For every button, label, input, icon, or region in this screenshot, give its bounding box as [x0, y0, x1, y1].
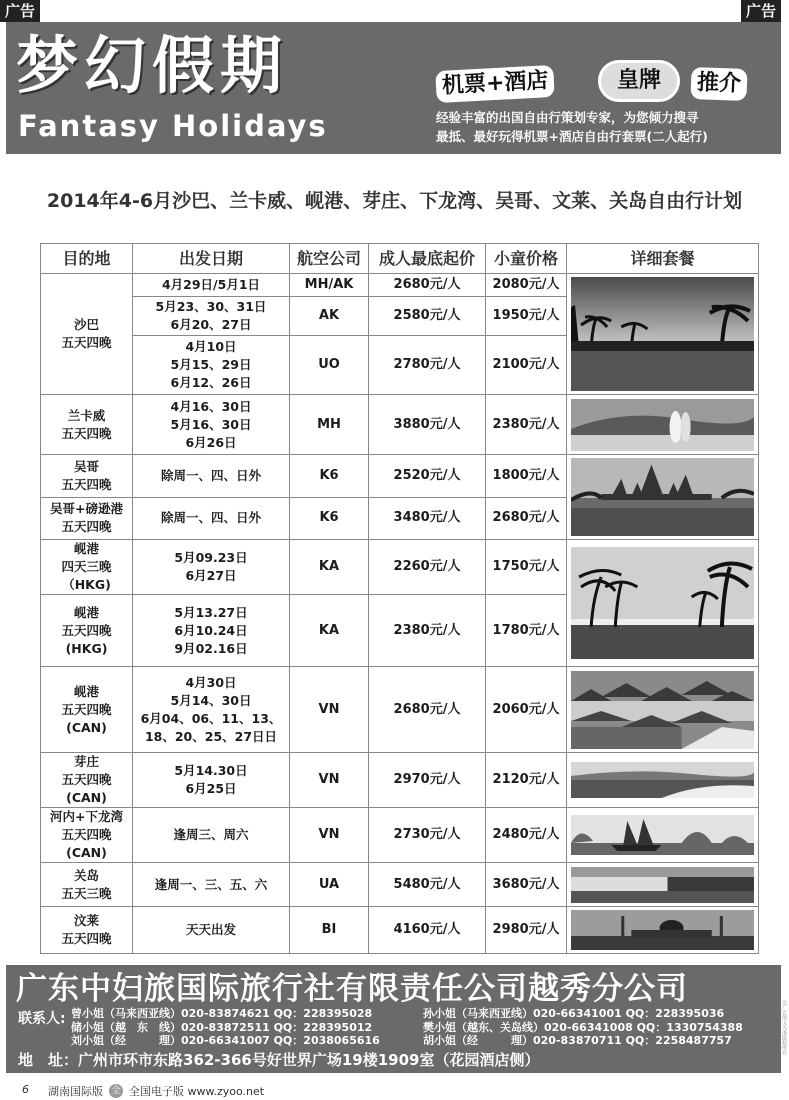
destination-name: 吴哥+磅逊港 — [50, 501, 123, 517]
date-line: 4月10日 — [185, 338, 237, 354]
airline-cell: AK — [290, 296, 369, 335]
date-line: 5月14.30日 — [174, 763, 248, 778]
date-line: 4月16、30日 — [170, 398, 252, 414]
slogan-main: 机票+酒店 — [435, 65, 555, 103]
title-chinese: 梦幻假期 — [16, 29, 289, 102]
magazine-logo-icon: 全 — [109, 1084, 123, 1098]
ad-tag-right: 广告 — [741, 0, 781, 22]
adult-price-cell: 2260元/人 — [369, 540, 486, 595]
date-cell — [133, 455, 290, 498]
contact-entry: 储小姐（越 东 线）020-83872511 QQ：228395012 — [71, 1020, 373, 1034]
child-price-cell: 1750元/人 — [486, 540, 567, 595]
photo-nhatrang-bay — [567, 753, 759, 808]
date-cell — [133, 808, 290, 863]
destination-name: 沙巴 — [73, 317, 99, 332]
adult-price-cell: 5480元/人 — [369, 863, 486, 907]
date-line: 除周一、四、日外 — [160, 510, 261, 526]
header-child-price: 小童价格 — [486, 244, 567, 274]
date-cell — [133, 667, 290, 753]
destination-name: 岘港 — [73, 604, 99, 620]
destination-duration: 五天四晚 — [61, 519, 112, 535]
header-destination: 目的地 — [41, 244, 133, 274]
date-line: 逢周一、三、五、六 — [154, 876, 268, 892]
date-line: 天天出发 — [185, 922, 236, 937]
photo-danang-pool — [567, 540, 759, 667]
destination-cell — [41, 667, 133, 753]
photo-angkor-wat — [567, 455, 759, 540]
destination-cell — [41, 497, 133, 540]
date-cell — [133, 907, 290, 954]
destination-cell — [41, 540, 133, 595]
date-line: 9月02.16日 — [174, 640, 248, 656]
date-line: 6月10.24日 — [174, 622, 248, 638]
date-line: 5月16、30日 — [170, 416, 252, 432]
airline-cell: UO — [290, 335, 369, 395]
slogan-badge: 皇牌 — [598, 60, 680, 102]
destination-duration: 五天四晚(CAN) — [61, 772, 112, 805]
airline-cell: MH — [290, 395, 369, 455]
side-note: 以广告图文为准版权所有 — [781, 1000, 787, 1055]
adult-price-cell: 2780元/人 — [369, 335, 486, 395]
date-line: 6月26日 — [185, 434, 237, 450]
date-line: 5月14、30日 — [170, 692, 252, 708]
table-row — [41, 274, 759, 297]
destination-duration: 五天四晚(CAN) — [61, 827, 112, 860]
destination-cell — [41, 753, 133, 808]
destination-duration: 五天四晚 — [61, 931, 112, 946]
photo-halong-junk — [567, 808, 759, 863]
table-row — [41, 667, 759, 753]
adult-price-cell: 2680元/人 — [369, 274, 486, 297]
date-line: 5月23、30、31日 — [155, 298, 267, 314]
adult-price-cell: 4160元/人 — [369, 907, 486, 954]
page-number: 6 — [22, 1083, 29, 1096]
ad-tag-left: 广告 — [0, 0, 40, 22]
table-row — [41, 455, 759, 498]
child-price-cell: 2120元/人 — [486, 753, 567, 808]
date-cell — [133, 540, 290, 595]
child-price-cell: 2480元/人 — [486, 808, 567, 863]
contact-entry: 曾小姐（马来西亚线）020-83874621 QQ：228395028 — [71, 1007, 373, 1020]
date-line: 5月15、29日 — [170, 356, 252, 372]
date-cell — [133, 497, 290, 540]
adult-price-cell: 2970元/人 — [369, 753, 486, 808]
destination-cell — [41, 863, 133, 907]
table-row — [41, 907, 759, 954]
airline-cell: KA — [290, 540, 369, 595]
date-cell — [133, 863, 290, 907]
child-price-cell: 2100元/人 — [486, 335, 567, 395]
contact-list — [71, 1007, 781, 1048]
destination-cell — [41, 907, 133, 954]
destination-name: 岘港 — [73, 541, 99, 556]
airline-cell: MH/AK — [290, 274, 369, 297]
plan-title: 2014年4-6月沙巴、兰卡威、岘港、芽庄、下龙湾、吴哥、文莱、关岛自由行计划 — [46, 190, 743, 212]
contact-row — [71, 1007, 781, 1021]
table-row — [41, 808, 759, 863]
destination-duration: 五天四晚(HKG) — [61, 622, 112, 656]
destination-duration: 五天三晚 — [61, 885, 112, 901]
contact-entry: 刘小姐（经 理）020-66341007 QQ：2038065616 — [71, 1034, 380, 1047]
photo-langkawi-couple — [567, 395, 759, 455]
title-english: Fantasy Holidays — [18, 109, 328, 143]
header-package: 详细套餐 — [567, 244, 759, 274]
destination-duration: 五天四晚 — [61, 425, 112, 441]
airline-cell: UA — [290, 863, 369, 907]
destination-cell — [41, 455, 133, 498]
edition-label: 湖南国际版 — [48, 1085, 103, 1098]
child-price-cell: 2380元/人 — [486, 395, 567, 455]
contact-entry: 樊小姐（越东、关岛线）020-66341008 QQ：1330754388 — [423, 1020, 743, 1034]
destination-duration: 五天四晚 — [61, 476, 112, 492]
airline-cell: BI — [290, 907, 369, 954]
date-line: 18、20、25、27日日 — [144, 728, 278, 744]
company-banner — [6, 965, 781, 1073]
date-line: 4月30日 — [185, 674, 237, 690]
date-cell — [133, 274, 290, 297]
child-price-cell: 2980元/人 — [486, 907, 567, 954]
destination-name: 岘港 — [73, 683, 99, 699]
destination-cell — [41, 274, 133, 395]
date-line: 6月25日 — [185, 781, 237, 796]
date-cell — [133, 753, 290, 808]
date-line: 5月13.27日 — [174, 604, 248, 620]
airline-cell: VN — [290, 808, 369, 863]
table-row — [41, 863, 759, 907]
contact-row — [71, 1021, 781, 1035]
destination-name: 关岛 — [73, 867, 99, 883]
slogan-recommend: 推介 — [690, 67, 747, 101]
child-price-cell: 1800元/人 — [486, 455, 567, 498]
destination-name: 汶莱 — [73, 913, 99, 928]
date-line: 6月27日 — [185, 568, 237, 583]
destination-name: 吴哥 — [73, 458, 99, 474]
date-cell — [133, 395, 290, 455]
table-row — [41, 540, 759, 595]
adult-price-cell: 2680元/人 — [369, 667, 486, 753]
intro-text — [436, 108, 778, 146]
date-line: 5月09.23日 — [174, 550, 248, 565]
header-banner — [6, 22, 781, 154]
airline-cell: VN — [290, 667, 369, 753]
itinerary-table — [40, 243, 759, 954]
footer — [48, 1083, 264, 1099]
table-header-row — [41, 244, 759, 274]
destination-duration: 四天三晚 （HKG) — [61, 559, 112, 592]
airline-cell: VN — [290, 753, 369, 808]
header-date: 出发日期 — [133, 244, 290, 274]
date-cell — [133, 595, 290, 667]
child-price-cell: 2680元/人 — [486, 497, 567, 540]
company-name: 广东中妇旅国际旅行社有限责任公司越秀分公司 — [16, 971, 688, 1007]
intro-line-2: 最抵、最好玩得机票+酒店自由行套票(二人起行) — [436, 129, 708, 144]
photo-guam-boat — [567, 863, 759, 907]
destination-duration: 五天四晚 — [61, 335, 112, 350]
destination-cell — [41, 395, 133, 455]
company-address: 地 址：广州市环市东路362-366号好世界广场19楼1909室（花园酒店侧） — [18, 1051, 540, 1069]
photo-brunei-mosque — [567, 907, 759, 954]
date-cell — [133, 296, 290, 335]
contact-entry: 胡小姐（经 理）020-83870711 QQ：2258487757 — [423, 1034, 732, 1047]
child-price-cell: 1780元/人 — [486, 595, 567, 667]
destination-name: 河内+下龙湾 — [50, 809, 123, 824]
airline-cell: KA — [290, 595, 369, 667]
adult-price-cell: 2380元/人 — [369, 595, 486, 667]
adult-price-cell: 2520元/人 — [369, 455, 486, 498]
child-price-cell: 2060元/人 — [486, 667, 567, 753]
child-price-cell: 3680元/人 — [486, 863, 567, 907]
airline-cell: K6 — [290, 455, 369, 498]
photo-hoian-town — [567, 667, 759, 753]
website-link[interactable]: 全国电子版 www.zyoo.net — [129, 1085, 265, 1098]
destination-cell — [41, 595, 133, 667]
contact-row — [71, 1034, 781, 1048]
date-line: 逢周三、周六 — [173, 827, 249, 842]
table-row — [41, 395, 759, 455]
child-price-cell: 2080元/人 — [486, 274, 567, 297]
date-cell — [133, 335, 290, 395]
adult-price-cell: 2730元/人 — [369, 808, 486, 863]
contact-label: 联系人: — [18, 1011, 66, 1027]
date-line: 4月29日/5月1日 — [161, 276, 261, 292]
adult-price-cell: 3880元/人 — [369, 395, 486, 455]
date-line: 6月04、06、11、13、 — [140, 710, 282, 726]
adult-price-cell: 2580元/人 — [369, 296, 486, 335]
slogan-group — [426, 60, 776, 110]
photo-sabah-beach — [567, 274, 759, 395]
destination-duration: 五天四晚(CAN) — [61, 701, 112, 735]
date-line: 除周一、四、日外 — [160, 467, 261, 483]
contact-entry: 孙小姐（马来西亚线）020-66341001 QQ：228395036 — [423, 1007, 725, 1020]
child-price-cell: 1950元/人 — [486, 296, 567, 335]
airline-cell: K6 — [290, 497, 369, 540]
header-adult-price: 成人最底起价 — [369, 244, 486, 274]
date-line: 6月20、27日 — [170, 316, 252, 332]
header-airline: 航空公司 — [290, 244, 369, 274]
adult-price-cell: 3480元/人 — [369, 497, 486, 540]
table-row — [41, 753, 759, 808]
date-line: 6月12、26日 — [170, 374, 252, 390]
destination-name: 兰卡威 — [67, 407, 106, 423]
destination-cell — [41, 808, 133, 863]
intro-line-1: 经验丰富的出国自由行策划专家，为您倾力搜寻 — [436, 110, 699, 125]
destination-name: 芽庄 — [73, 754, 99, 769]
